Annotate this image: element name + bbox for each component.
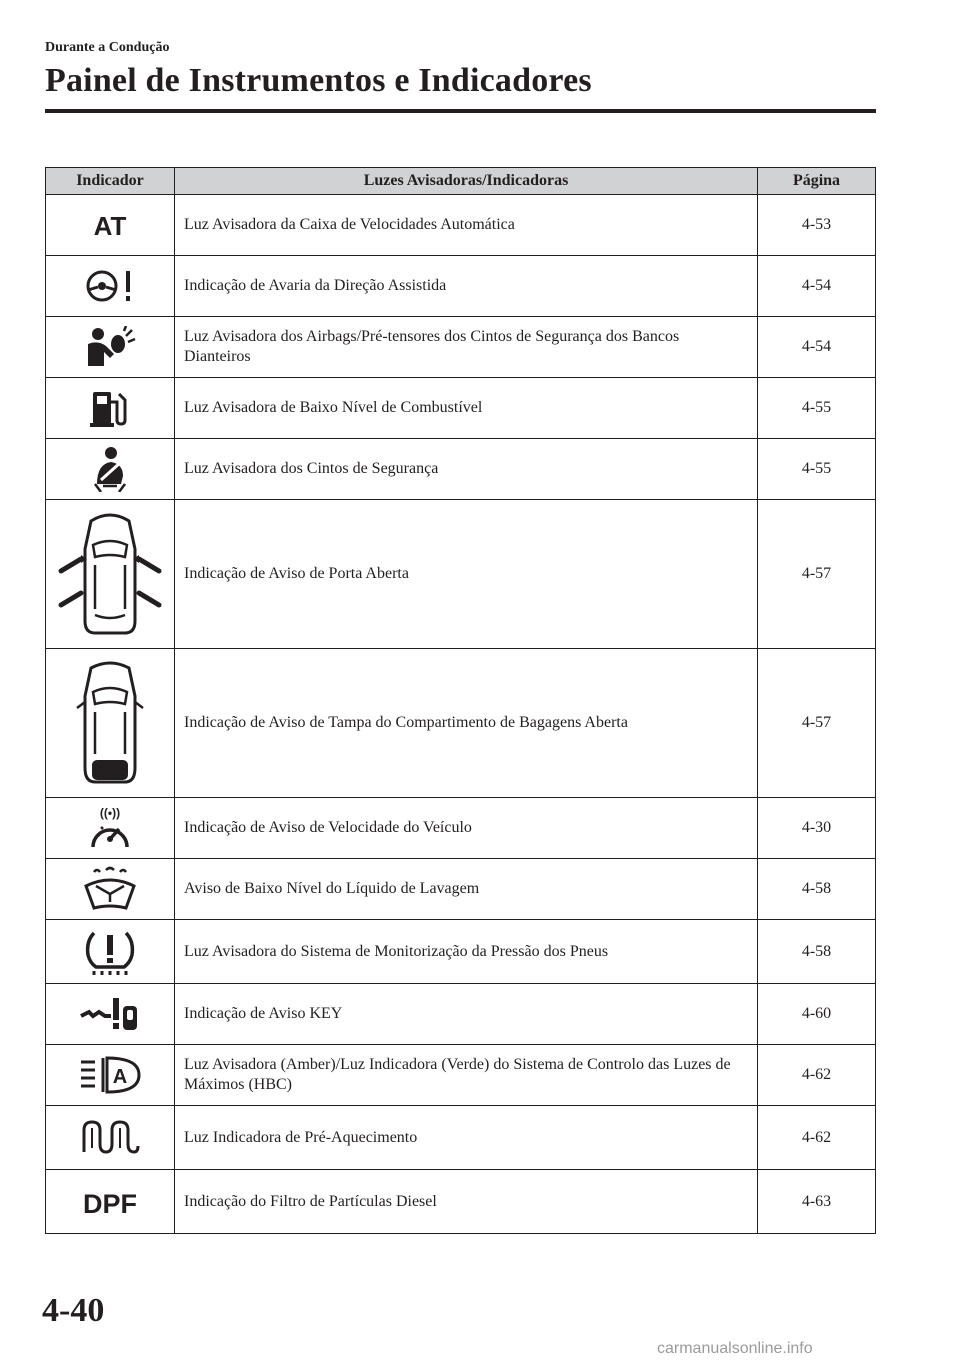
page-number: 4-40 bbox=[42, 1292, 105, 1329]
table-row bbox=[46, 1045, 876, 1106]
speed-warning-icon bbox=[46, 798, 175, 859]
dpf-icon-text: DPF bbox=[83, 1188, 137, 1218]
title-rule bbox=[45, 109, 876, 113]
table-row bbox=[46, 500, 876, 649]
indicator-table bbox=[45, 167, 876, 1234]
row-page: 4-60 bbox=[758, 984, 876, 1045]
table-row bbox=[46, 317, 876, 378]
table-row bbox=[46, 195, 876, 256]
trunk-open-icon bbox=[46, 649, 175, 798]
row-page: 4-57 bbox=[758, 500, 876, 649]
row-label: Indicação do Filtro de Partículas Diesel bbox=[175, 1170, 758, 1234]
row-label: Indicação de Aviso de Porta Aberta bbox=[175, 500, 758, 649]
washer-fluid-icon bbox=[46, 859, 175, 920]
dpf-icon bbox=[46, 1170, 175, 1234]
row-label: Indicação de Aviso KEY bbox=[175, 984, 758, 1045]
row-label: Aviso de Baixo Nível do Líquido de Lavagem bbox=[175, 859, 758, 920]
column-header-lights: Luzes Avisadoras/Indicadoras bbox=[175, 168, 758, 195]
row-label: Indicação de Aviso de Tampa do Compartimento de Bagagens Aberta bbox=[175, 649, 758, 798]
high-beam-auto-icon bbox=[46, 1045, 175, 1106]
key-warning-icon bbox=[46, 984, 175, 1045]
row-label: Indicação de Avaria da Direção Assistida bbox=[175, 256, 758, 317]
row-page: 4-30 bbox=[758, 798, 876, 859]
steering-warning-icon bbox=[46, 256, 175, 317]
at-icon-text: AT bbox=[93, 211, 127, 240]
hbc-icon-text: A bbox=[112, 1066, 128, 1088]
row-page: 4-54 bbox=[758, 317, 876, 378]
seat-belt-icon bbox=[46, 439, 175, 500]
table-row bbox=[46, 1170, 876, 1234]
table-row bbox=[46, 256, 876, 317]
row-label: Luz Avisadora (Amber)/Luz Indicadora (Verde) do Sistema de Controlo das Luzes de Máximos (HBC) bbox=[175, 1045, 758, 1106]
row-page: 4-63 bbox=[758, 1170, 876, 1234]
row-page: 4-58 bbox=[758, 859, 876, 920]
tire-pressure-icon bbox=[46, 920, 175, 984]
table-header-row bbox=[46, 168, 876, 195]
door-open-icon bbox=[46, 500, 175, 649]
at-transmission-icon bbox=[46, 195, 175, 256]
table-row bbox=[46, 859, 876, 920]
row-page: 4-57 bbox=[758, 649, 876, 798]
column-header-page: Página bbox=[758, 168, 876, 195]
table-row bbox=[46, 920, 876, 984]
table-row bbox=[46, 439, 876, 500]
row-label: Luz Avisadora do Sistema de Monitorização da Pressão dos Pneus bbox=[175, 920, 758, 984]
row-label: Luz Indicadora de Pré-Aquecimento bbox=[175, 1106, 758, 1170]
svg-text:((•)): ((•)) bbox=[99, 806, 121, 820]
row-label: Luz Avisadora da Caixa de Velocidades Automática bbox=[175, 195, 758, 256]
row-page: 4-62 bbox=[758, 1106, 876, 1170]
row-page: 4-58 bbox=[758, 920, 876, 984]
column-header-indicator: Indicador bbox=[46, 168, 175, 195]
page-title: Painel de Instrumentos e Indicadores bbox=[45, 62, 592, 99]
row-page: 4-62 bbox=[758, 1045, 876, 1106]
airbag-icon bbox=[46, 317, 175, 378]
row-label: Luz Avisadora dos Cintos de Segurança bbox=[175, 439, 758, 500]
row-page: 4-53 bbox=[758, 195, 876, 256]
row-page: 4-55 bbox=[758, 378, 876, 439]
section-label: Durante a Condução bbox=[45, 40, 170, 55]
table-row bbox=[46, 649, 876, 798]
row-label: Indicação de Aviso de Velocidade do Veículo bbox=[175, 798, 758, 859]
row-label: Luz Avisadora de Baixo Nível de Combustível bbox=[175, 378, 758, 439]
fuel-pump-icon bbox=[46, 378, 175, 439]
table-row bbox=[46, 798, 876, 859]
table-row bbox=[46, 378, 876, 439]
table-row bbox=[46, 1106, 876, 1170]
row-label: Luz Avisadora dos Airbags/Pré-tensores dos Cintos de Segurança dos Bancos Dianteiros bbox=[175, 317, 758, 378]
watermark: carmanualsonline.info bbox=[657, 1340, 813, 1357]
row-page: 4-55 bbox=[758, 439, 876, 500]
glow-plug-icon bbox=[46, 1106, 175, 1170]
row-page: 4-54 bbox=[758, 256, 876, 317]
table-row bbox=[46, 984, 876, 1045]
